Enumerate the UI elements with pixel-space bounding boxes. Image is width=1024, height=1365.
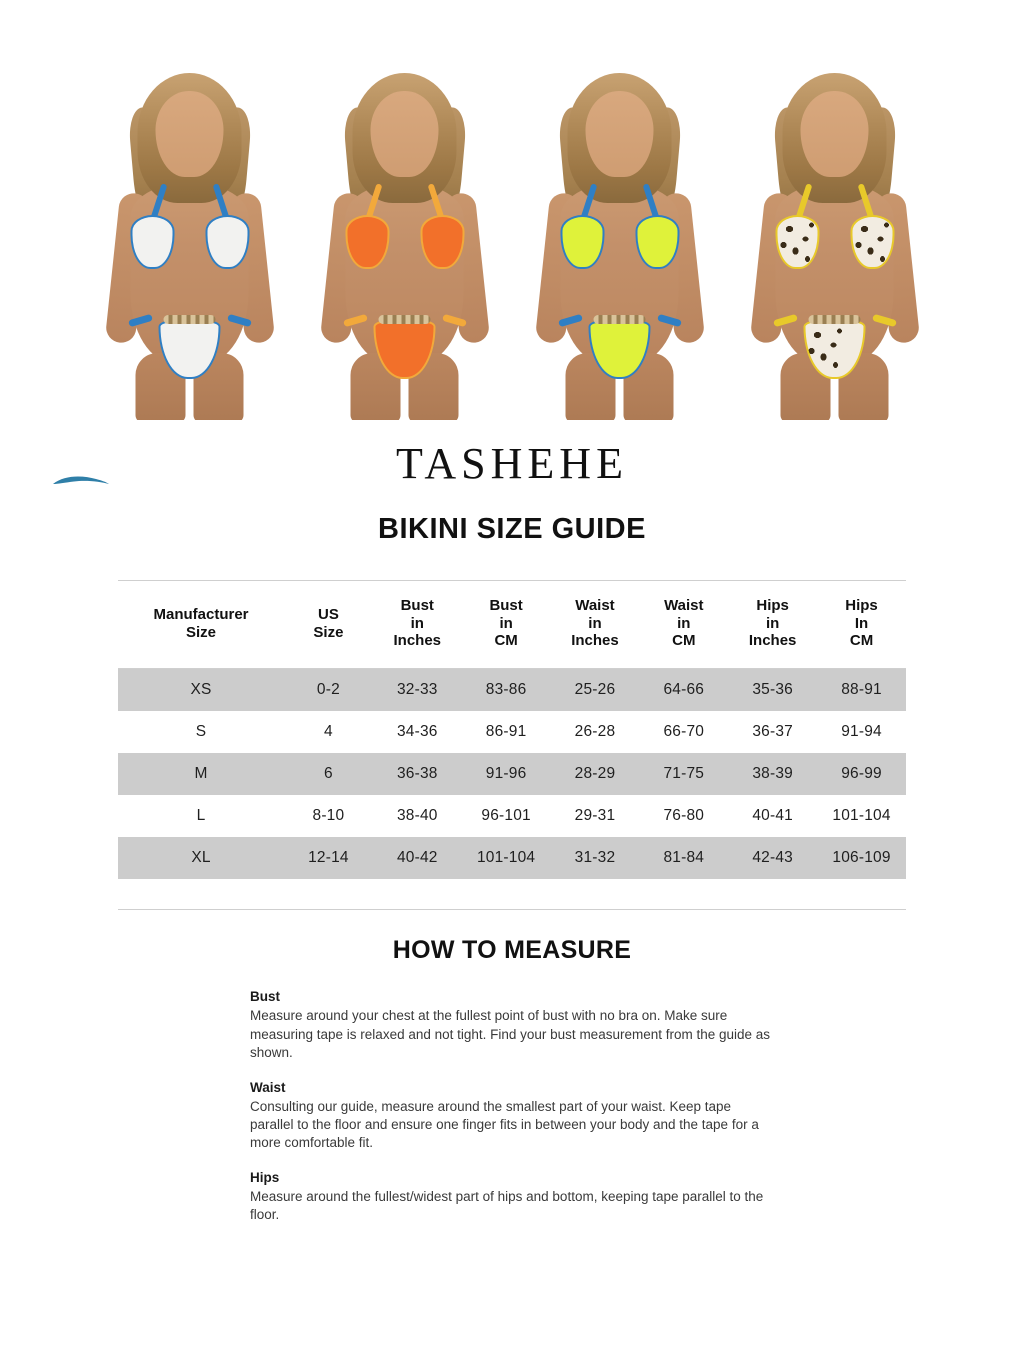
measure-section-heading: Waist xyxy=(250,1079,286,1095)
table-cell: 71-75 xyxy=(639,753,728,795)
face xyxy=(801,91,869,177)
table-cell: 96-99 xyxy=(817,753,906,795)
bead-chain xyxy=(164,315,216,324)
table-cell: 36-37 xyxy=(752,723,793,741)
leopard-bikini-model xyxy=(727,65,942,420)
table-row xyxy=(118,795,906,837)
measure-section-heading: Hips xyxy=(250,1169,280,1185)
model-photo-strip xyxy=(0,0,1024,420)
table-cell: 26-28 xyxy=(574,723,616,741)
table-cell: 66-70 xyxy=(663,723,705,741)
table-cell: M xyxy=(118,753,284,795)
table-cell: 12-14 xyxy=(284,837,373,879)
table-cell: 31-32 xyxy=(551,837,640,879)
brand-header xyxy=(0,438,1024,489)
table-cell: 28-29 xyxy=(551,753,640,795)
face xyxy=(371,91,439,177)
table-row xyxy=(118,753,906,795)
table-cell: 101-104 xyxy=(832,807,891,825)
size-table-header xyxy=(118,581,906,669)
brand-swoosh-icon xyxy=(52,473,110,487)
orange-bikini-model xyxy=(297,65,512,420)
table-cell: 76-80 xyxy=(663,807,705,825)
page-title: BIKINI SIZE GUIDE xyxy=(378,513,646,545)
table-cell: XL xyxy=(118,837,284,879)
face xyxy=(156,91,224,177)
table-cell: 64-66 xyxy=(639,669,728,712)
size-table-col-header: Hips in Inches xyxy=(728,581,817,669)
table-cell: 91-94 xyxy=(841,723,882,741)
table-cell: S xyxy=(195,723,207,741)
brand-logo-text: TASHEHE xyxy=(396,439,628,488)
size-table-col-header: Waist in CM xyxy=(639,581,728,669)
table-cell: 36-38 xyxy=(373,753,462,795)
table-cell: XS xyxy=(118,669,284,712)
table-cell: 4 xyxy=(324,723,333,741)
size-chart-table xyxy=(118,580,906,879)
how-to-measure-title: HOW TO MEASURE xyxy=(392,936,632,965)
size-table-header-row xyxy=(118,581,906,669)
table-cell: 8-10 xyxy=(312,807,345,825)
measure-section xyxy=(250,989,774,1062)
table-cell: 35-36 xyxy=(728,669,817,712)
size-table-col-header: Hips In CM xyxy=(817,581,906,669)
table-row xyxy=(118,669,906,712)
measure-section-text: Measure around the fullest/widest part of hips and bottom, keeping tape parallel to the floor. xyxy=(250,1188,764,1223)
neon-yellow-bikini-model xyxy=(512,65,727,420)
figure-illustration xyxy=(532,65,707,420)
table-cell: 34-36 xyxy=(396,723,438,741)
size-table-col-header: US Size xyxy=(284,581,373,669)
table-cell: 83-86 xyxy=(462,669,551,712)
table-cell: 0-2 xyxy=(284,669,373,712)
measure-section-text: Consulting our guide, measure around the smallest part of your waist. Keep tape parallel to the floor and ensure one finger fits in between your body and the tape for a more comfortable fit. xyxy=(250,1098,759,1151)
table-cell: L xyxy=(196,807,206,825)
size-table-col-header: Bust in Inches xyxy=(373,581,462,669)
size-table-col-header: Manufacturer Size xyxy=(118,581,284,669)
table-cell: 88-91 xyxy=(817,669,906,712)
table-cell: 40-42 xyxy=(373,837,462,879)
table-cell: 6 xyxy=(284,753,373,795)
table-cell: 38-39 xyxy=(728,753,817,795)
table-row xyxy=(118,837,906,879)
how-to-measure-body xyxy=(250,989,774,1225)
table-cell: 96-101 xyxy=(481,807,531,825)
table-cell: 91-96 xyxy=(462,753,551,795)
bead-chain xyxy=(379,315,431,324)
table-cell: 25-26 xyxy=(551,669,640,712)
face xyxy=(586,91,654,177)
table-cell: 29-31 xyxy=(574,807,616,825)
bead-chain xyxy=(809,315,861,324)
measure-section-text: Measure around your chest at the fullest point of bust with no bra on. Make sure measuring tape is relaxed and not tight. Find your bust measurement from the guide as shown. xyxy=(250,1008,771,1061)
measure-section xyxy=(250,1170,774,1225)
size-table-body xyxy=(118,669,906,880)
figure-illustration xyxy=(317,65,492,420)
table-row xyxy=(118,711,906,753)
table-cell: 38-40 xyxy=(396,807,438,825)
table-cell: 32-33 xyxy=(373,669,462,712)
size-table-col-header: Waist in Inches xyxy=(551,581,640,669)
table-cell: 106-109 xyxy=(817,837,906,879)
bead-chain xyxy=(594,315,646,324)
measure-section-heading: Bust xyxy=(250,989,280,1005)
measure-section xyxy=(250,1080,774,1153)
figure-illustration xyxy=(102,65,277,420)
table-cell: 86-91 xyxy=(485,723,527,741)
table-cell: 81-84 xyxy=(639,837,728,879)
size-table-container xyxy=(118,580,906,879)
table-cell: 101-104 xyxy=(462,837,551,879)
white-bikini-model xyxy=(82,65,297,420)
figure-illustration xyxy=(747,65,922,420)
table-cell: 42-43 xyxy=(728,837,817,879)
section-divider xyxy=(118,909,906,910)
size-table-col-header: Bust in CM xyxy=(462,581,551,669)
table-cell: 40-41 xyxy=(752,807,793,825)
